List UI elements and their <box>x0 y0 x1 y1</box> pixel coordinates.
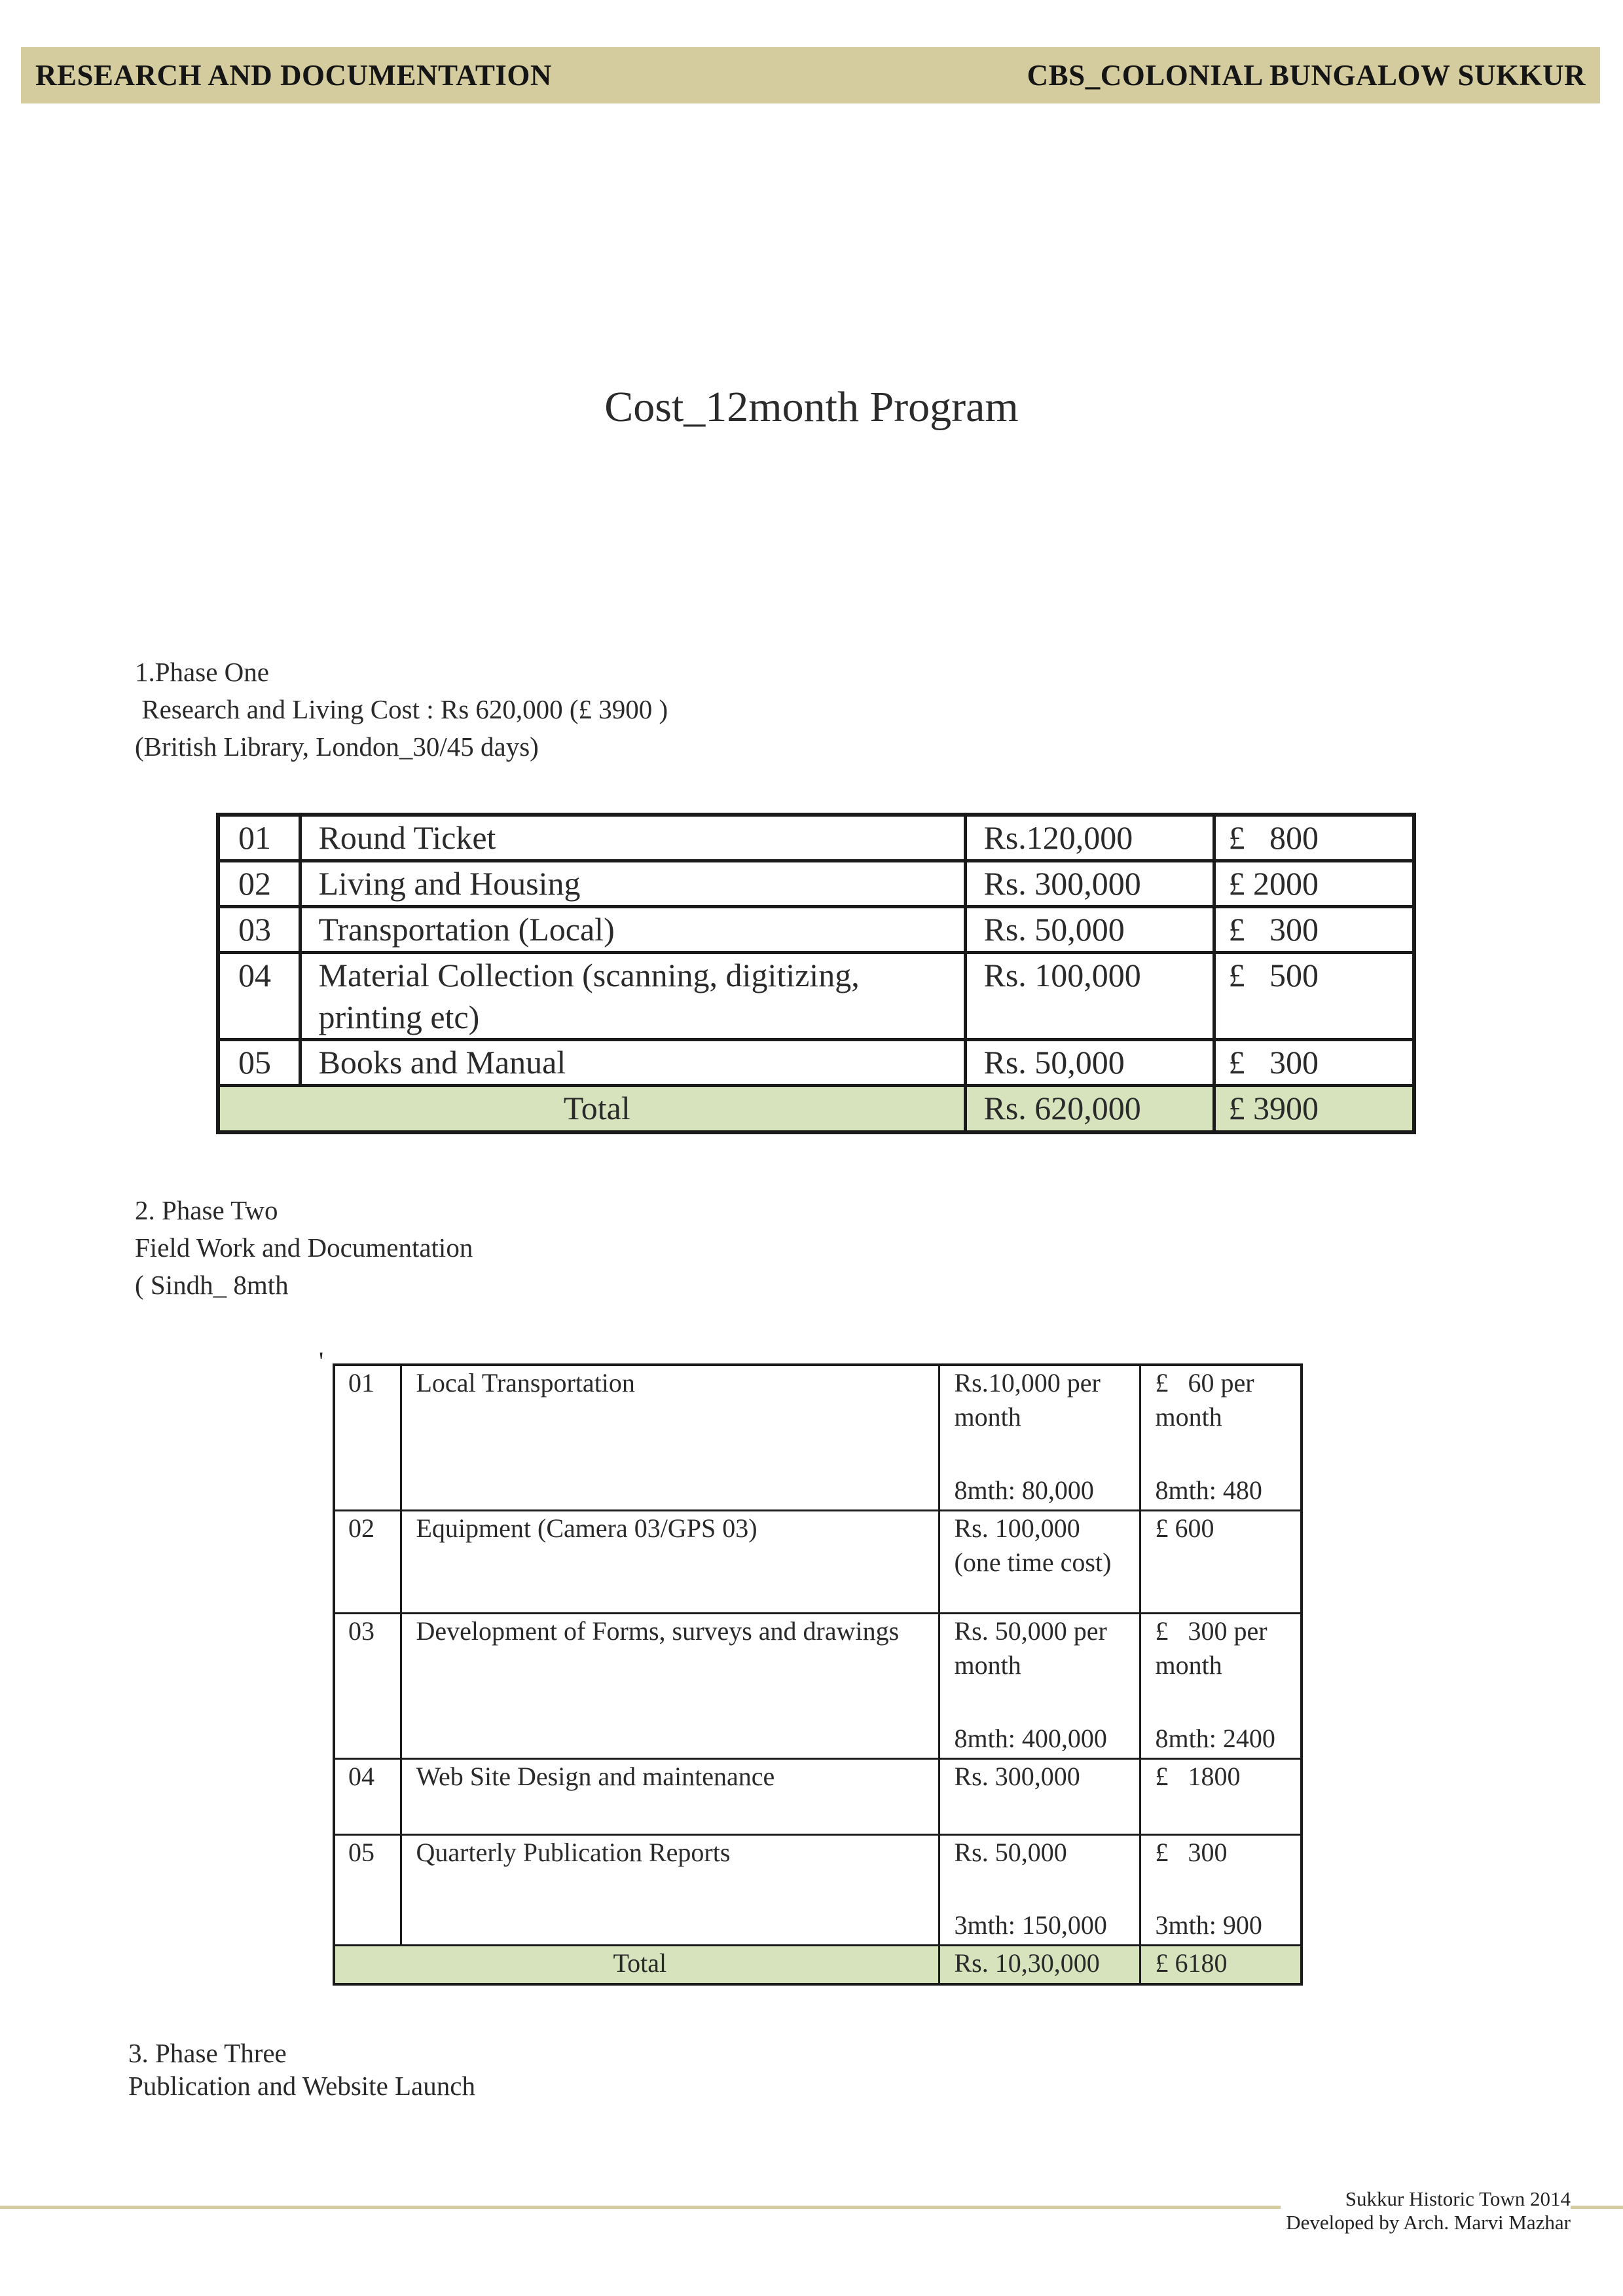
phase-one-cost-line: Research and Living Cost : Rs 620,000 (£ 3900 ) <box>135 694 668 724</box>
row-cost-gbp-cell <box>1140 1834 1302 1945</box>
row-cost-rs-cell <box>939 1613 1140 1758</box>
row-cost-gbp: £ 800 <box>1214 815 1414 861</box>
row-cost-gbp: £ 600 <box>1140 1510 1302 1613</box>
row-cost-gbp: £ 300 <box>1214 906 1414 952</box>
table-row <box>334 1510 1302 1613</box>
row-item: Transportation (Local) <box>300 906 965 952</box>
phase-two-cost-table <box>333 1363 1303 1986</box>
table-total-row <box>218 1085 1414 1132</box>
row-number: 04 <box>218 952 300 1039</box>
footer-author: Developed by Arch. Marvi Mazhar <box>1281 2211 1571 2234</box>
table-row <box>334 1613 1302 1758</box>
row-cost-rs: Rs. 50,000 <box>965 1039 1214 1085</box>
table-total-row <box>334 1945 1302 1984</box>
row-cost-gbp: £ 2000 <box>1214 861 1414 906</box>
row-cost-rs-subtotal: 3mth: 150,000 <box>954 1910 1107 1940</box>
header-left-title: RESEARCH AND DOCUMENTATION <box>35 59 552 92</box>
phase-one-cost-table <box>216 813 1416 1134</box>
row-item: Local Transportation <box>401 1365 939 1510</box>
row-cost-gbp: £ 500 <box>1214 952 1414 1039</box>
table-row <box>218 815 1414 861</box>
phase-two-intro <box>135 1192 473 1304</box>
row-number: 05 <box>334 1834 401 1945</box>
row-item: Web Site Design and maintenance <box>401 1758 939 1834</box>
row-cost-gbp-cell <box>1140 1613 1302 1758</box>
row-cost-rs: Rs. 50,000 <box>965 906 1214 952</box>
row-cost-rs: Rs. 300,000 <box>965 861 1214 906</box>
row-item: Equipment (Camera 03/GPS 03) <box>401 1510 939 1613</box>
phase-two-heading: 2. Phase Two <box>135 1195 278 1225</box>
phase-one-heading: 1.Phase One <box>135 657 269 687</box>
total-cost-rs: Rs. 620,000 <box>965 1085 1214 1132</box>
total-cost-rs: Rs. 10,30,000 <box>939 1945 1140 1984</box>
table-row <box>334 1365 1302 1510</box>
row-cost-rs: Rs. 100,000 (one time cost) <box>939 1510 1140 1613</box>
row-cost-rs: Rs.120,000 <box>965 815 1214 861</box>
phase-two-description: Field Work and Documentation <box>135 1232 473 1263</box>
table-row <box>218 906 1414 952</box>
footer-project: Sukkur Historic Town 2014 <box>1281 2187 1571 2211</box>
total-cost-gbp: £ 6180 <box>1140 1945 1302 1984</box>
row-cost-rs-subtotal: 8mth: 400,000 <box>954 1723 1107 1753</box>
row-cost-rs: Rs. 50,000 <box>954 1837 1067 1867</box>
total-label: Total <box>218 1085 965 1132</box>
phase-one-intro <box>135 654 668 766</box>
row-cost-gbp-subtotal: 8mth: 2400 <box>1155 1723 1275 1753</box>
row-cost-gbp: £ 300 per month <box>1155 1616 1274 1680</box>
row-number: 01 <box>218 815 300 861</box>
phase-one-location-line: (British Library, London_30/45 days) <box>135 731 539 762</box>
table-row <box>334 1834 1302 1945</box>
table-row <box>218 952 1414 1039</box>
row-item: Living and Housing <box>300 861 965 906</box>
table-row <box>218 1039 1414 1085</box>
row-number: 03 <box>334 1613 401 1758</box>
row-number: 05 <box>218 1039 300 1085</box>
row-cost-gbp: £ 300 <box>1214 1039 1414 1085</box>
row-cost-gbp-subtotal: 8mth: 480 <box>1155 1475 1262 1505</box>
row-cost-gbp: £ 60 per month <box>1155 1368 1261 1432</box>
header-right-title: CBS_COLONIAL BUNGALOW SUKKUR <box>1027 59 1586 92</box>
row-number: 02 <box>218 861 300 906</box>
table-row <box>218 861 1414 906</box>
row-cost-rs: Rs. 50,000 per month <box>954 1616 1107 1680</box>
row-cost-gbp: £ 300 <box>1155 1837 1228 1867</box>
row-cost-gbp-subtotal: 3mth: 900 <box>1155 1910 1262 1940</box>
row-number: 02 <box>334 1510 401 1613</box>
page-header <box>21 47 1600 103</box>
phase-three-description: Publication and Website Launch <box>128 2071 475 2101</box>
row-cost-rs: Rs. 100,000 <box>965 952 1214 1039</box>
row-number: 03 <box>218 906 300 952</box>
page-footer <box>1281 2187 1571 2234</box>
phase-three-intro <box>128 2037 475 2102</box>
total-label: Total <box>334 1945 939 1984</box>
row-item: Material Collection (scanning, digitizing, printing etc) <box>300 952 965 1039</box>
page-title: Cost_12month Program <box>604 383 1019 431</box>
row-item: Round Ticket <box>300 815 965 861</box>
row-item: Quarterly Publication Reports <box>401 1834 939 1945</box>
row-cost-rs-subtotal: 8mth: 80,000 <box>954 1475 1094 1505</box>
row-cost-gbp: £ 1800 <box>1140 1758 1302 1834</box>
row-cost-rs-cell <box>939 1365 1140 1510</box>
phase-three-heading: 3. Phase Three <box>128 2038 287 2068</box>
phase-two-location-line: ( Sindh_ 8mth <box>135 1270 289 1300</box>
row-item: Development of Forms, surveys and drawings <box>401 1613 939 1758</box>
row-cost-gbp-cell <box>1140 1365 1302 1510</box>
row-cost-rs-cell <box>939 1834 1140 1945</box>
stray-mark: ' <box>319 1346 324 1376</box>
table-row <box>334 1758 1302 1834</box>
total-cost-gbp: £ 3900 <box>1214 1085 1414 1132</box>
row-item: Books and Manual <box>300 1039 965 1085</box>
row-cost-rs: Rs.10,000 per month <box>954 1368 1101 1432</box>
row-cost-rs: Rs. 300,000 <box>939 1758 1140 1834</box>
row-number: 01 <box>334 1365 401 1510</box>
row-number: 04 <box>334 1758 401 1834</box>
